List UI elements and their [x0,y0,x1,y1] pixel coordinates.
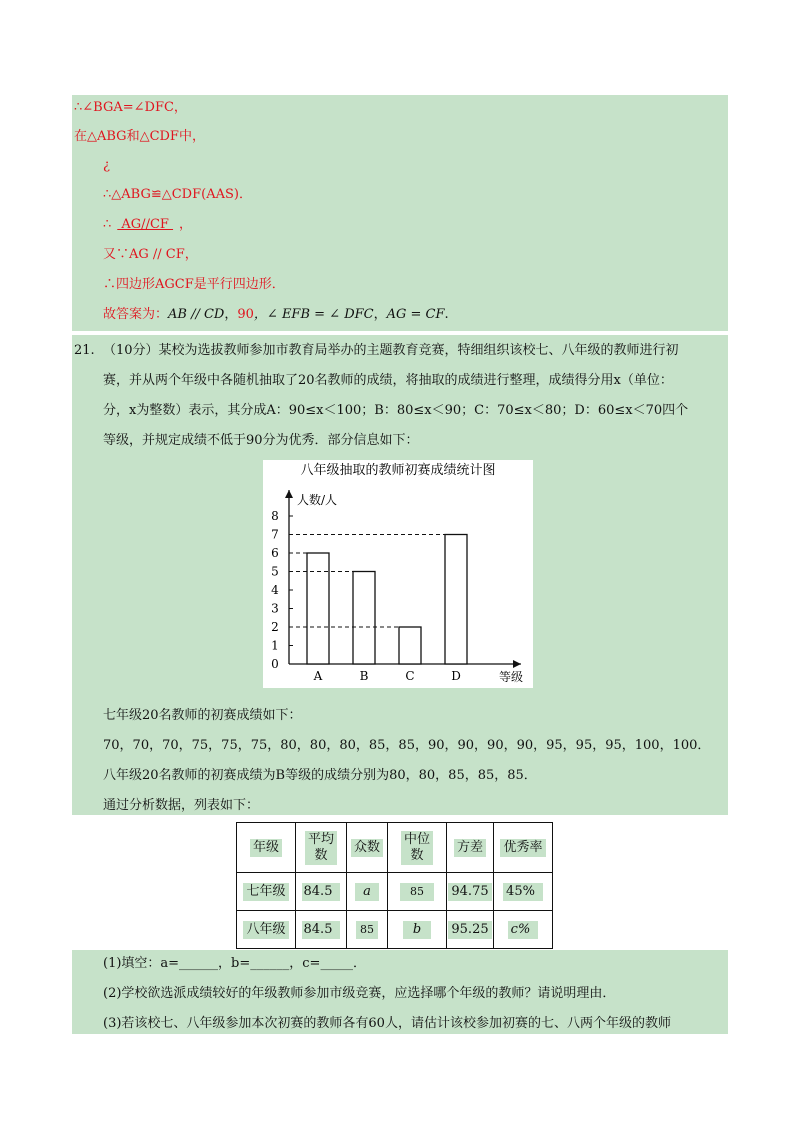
header-cell: 中位数 [388,823,447,873]
chart-y-tick-label: 3 [271,601,279,616]
chart-x-tick-label: D [451,669,461,683]
bar-chart [263,460,533,688]
table-row [237,911,553,949]
solution-line-5-underlined: AG//CF [117,217,174,232]
solution-line-4: ∴△ABG≌△CDF(AAS)． [103,187,252,202]
table-cell: a [347,873,388,911]
header-cell: 平均数 [296,823,347,873]
table-cell: 45% [494,873,553,911]
table-cell: 八年级 [237,911,296,949]
answer-part-1: AB // CD [168,307,225,322]
chart-y-tick-label: 5 [271,564,279,579]
solution-line-5-suffix: ， [179,217,193,232]
chart-title: 八年级抽取的教师初赛成绩统计图 [300,463,496,478]
answer-line [103,306,449,324]
chart-y-tick-label: 0 [271,657,279,671]
table-cell: 七年级 [237,873,296,911]
subquestion-2: (2)学校欲选派成绩较好的年级教师参加市级竞赛，应选择哪个年级的教师？请说明理由． [103,986,616,1001]
bar-chart-svg [263,460,533,688]
question-line-2: 赛，并从两个年级中各随机抽取了20名教师的成绩，将抽取的成绩进行整理，成绩得分用x（单位： [103,373,673,388]
solution-line-5-prefix: ∴ [103,217,112,232]
chart-y-tick-label: 1 [271,638,279,653]
chart-ylabel: 人数/人 [297,493,338,507]
table-cell: 95.25 [447,911,494,949]
solution-line-1: ∴∠BGA=∠DFC， [74,100,187,115]
chart-y-tick-label: 2 [271,620,279,634]
question-line-1: （10分）某校为选拔教师参加市教育局举办的主题教育竞赛，特细组织该校七、八年级的教师进行初 [103,343,679,358]
chart-x-arrow [513,660,521,668]
solution-line-2: 在△ABG和△CDF中， [74,129,205,144]
grade7-scores: 70，70，70，75，75，75，80，80，80，85，85，90，90，90，90，95，95，95，100，100． [103,738,711,753]
solution-line-3: ¿ [103,158,110,173]
answer-part-6: AG = CF [386,307,445,322]
table-cell: 85 [347,911,388,949]
question-number: 21. [74,343,95,358]
header-cell: 众数 [347,823,388,873]
table-cell: 94.75 [447,873,494,911]
answer-part-7: . [444,307,449,322]
stats-table [236,822,553,949]
table-row [237,873,553,911]
grade7-intro: 七年级20名教师的初赛成绩如下： [103,708,302,723]
chart-bar [399,627,421,664]
table-intro: 通过分析数据，列表如下： [103,798,260,813]
table-cell: 84.5 [296,873,347,911]
chart-bar [445,535,467,665]
question-line-3: 分，x为整数）表示，其分成A：90≤x＜100；B：80≤x＜90；C：70≤x＜80；D：60≤x＜70四个 [103,403,689,418]
chart-bar [353,572,375,665]
header-cell: 方差 [447,823,494,873]
header-cell: 年级 [237,823,296,873]
answer-label: 故答案为： [103,307,169,322]
answer-part-2: ， [224,307,238,322]
answer-part-3: 90 [237,307,254,322]
chart-x-tick-label: C [405,669,415,683]
table-cell: c% [494,911,553,949]
table-header-row [237,823,553,873]
solution-line-7: ∴四边形AGCF是平行四边形． [103,277,285,292]
question-line-4: 等级，并规定成绩不低于90分为优秀．部分信息如下： [103,433,419,448]
subquestion-3: (3)若该校七、八年级参加本次初赛的教师各有60人，请估计该校参加初赛的七、八两个年级的教师 [103,1016,671,1031]
solution-line-6: 又∵AG // CF， [103,247,198,262]
chart-x-tick-label: A [313,669,323,683]
subquestion-1: (1)填空：a=______，b=______，c=_____． [103,956,366,971]
chart-y-tick-label: 7 [271,527,279,542]
answer-part-4: ，∠ EFB = ∠ DFC [253,307,374,322]
chart-xlabel: 等级 [499,670,524,684]
table-cell: b [388,911,447,949]
chart-x-tick-label: B [359,669,369,683]
table-cell: 84.5 [296,911,347,949]
chart-y-tick-label: 8 [271,509,279,523]
grade8-b-scores: 八年级20名教师的初赛成绩为B等级的成绩分别为80，80，85，85，85． [103,768,537,783]
table-cell: 85 [388,873,447,911]
chart-y-arrow [285,490,293,498]
answer-part-5: ， [373,307,387,322]
chart-y-tick-label: 4 [271,583,279,597]
chart-y-tick-label: 6 [271,546,279,560]
chart-bar [307,553,329,664]
header-cell: 优秀率 [494,823,553,873]
solution-line-5 [103,216,192,234]
